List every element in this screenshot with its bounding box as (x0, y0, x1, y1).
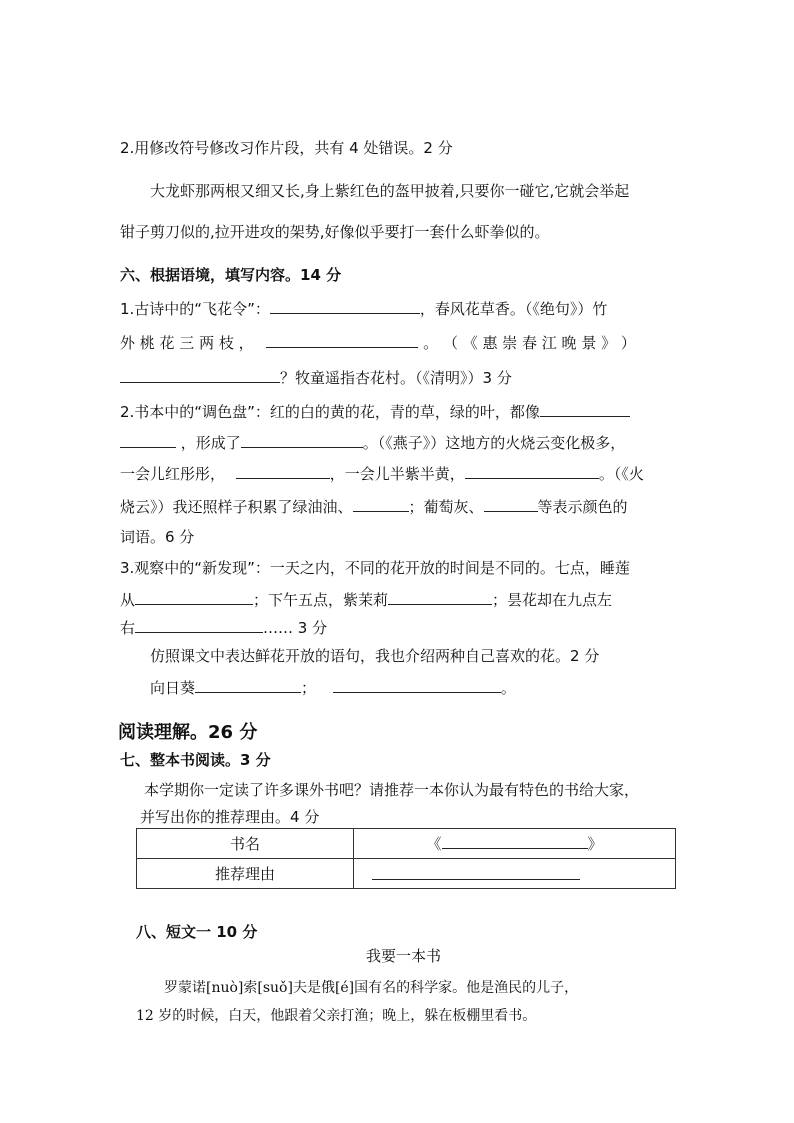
section-6-heading: 六、根据语境，填写内容。14 分 (120, 266, 342, 284)
question-2-title: 2.用修改符号修改习作片段，共有 4 处错误。2 分 (120, 139, 453, 157)
reading-heading: 阅读理解。26 分 (118, 722, 258, 743)
answer-blank[interactable] (333, 677, 501, 693)
reason-label: 推荐理由 (137, 859, 354, 889)
section-7-heading: 七、整本书阅读。3 分 (120, 751, 271, 769)
text: 1.古诗中的“飞花令”： (120, 300, 270, 318)
s6-q3-line1: 3.观察中的“新发现”：一天之内，不同的花开放的时间是不同的。七点，睡莲 (120, 559, 630, 577)
text: …… 3 分 (263, 619, 328, 637)
passage-line: 罗蒙诺[nuò]索[suǒ]夫是俄[é]国有名的科学家。他是渔民的儿子， (164, 980, 579, 996)
s7-prompt-line1: 本学期你一定读了许多课外书吧？请推荐一本你认为最有特色的书给大家， (144, 781, 640, 799)
book-name-cell[interactable] (354, 829, 676, 859)
paragraph-line: 钳子剪刀似的,拉开进攻的架势,好像似乎要打一套什么虾拳似的。 (120, 223, 550, 241)
passage-line: 12 岁的时候，白天，他跟着父亲打渔；晚上，躲在板棚里看书。 (136, 1008, 537, 1024)
s6-q3-line5 (150, 677, 516, 698)
answer-blank[interactable] (135, 589, 253, 605)
s6-q1-line2 (120, 332, 636, 353)
s6-q2-line5: 词语。6 分 (120, 528, 195, 546)
answer-blank[interactable] (388, 589, 492, 605)
answer-blank[interactable] (540, 401, 630, 417)
text: 。（《火 (598, 465, 644, 483)
s6-q2-line4 (120, 496, 628, 517)
text: 。 （ 《 惠 崇 春 江 晚 景 》 ） (423, 334, 636, 352)
s7-prompt-line2: 并写出你的推荐理由。4 分 (140, 808, 320, 826)
recommendation-table (136, 828, 676, 889)
text: ；昙花却在九点左 (492, 591, 613, 609)
text: ； (301, 679, 317, 697)
answer-blank[interactable] (120, 367, 280, 383)
section-8-heading: 八、短文一 10 分 (136, 923, 258, 941)
reason-cell[interactable] (354, 859, 676, 889)
text: ，春风花草香。（《绝句》）竹 (419, 300, 608, 318)
open-quote: 《 (426, 835, 442, 853)
book-name-label: 书名 (137, 829, 354, 859)
s6-q3-line4: 仿照课文中表达鲜花开放的语句，我也介绍两种自己喜欢的花。2 分 (150, 647, 600, 665)
paragraph-line: 大龙虾那两根又细又长,身上紫红色的盔甲披着,只要你一碰它,它就会举起 (150, 182, 630, 200)
text: 向日葵 (150, 679, 196, 697)
s6-q2-line1 (120, 401, 630, 422)
table-row (137, 829, 676, 859)
s6-q3-line2 (120, 589, 612, 610)
answer-blank[interactable] (195, 677, 301, 693)
text: ；下午五点，紫茉莉 (253, 591, 389, 609)
text: ，形成了 (180, 434, 241, 452)
text: ？牧童遥指杏花村。（《清明》）3 分 (280, 369, 512, 387)
close-quote: 》 (587, 835, 603, 853)
text: 等表示颜色的 (537, 498, 628, 516)
table-row (137, 859, 676, 889)
answer-blank[interactable] (266, 332, 418, 348)
answer-blank[interactable] (135, 617, 263, 633)
s6-q2-line2 (120, 432, 625, 453)
answer-blank[interactable] (465, 463, 599, 479)
text: 。（《燕子》）这地方的火烧云变化极多， (362, 434, 626, 452)
text: 从 (120, 591, 136, 609)
answer-blank[interactable] (484, 496, 538, 512)
s6-q1-line3 (120, 367, 512, 388)
s6-q2-line3 (120, 463, 644, 484)
answer-blank[interactable] (353, 496, 409, 512)
text: 2.书本中的“调色盘”：红的白的黄的花，青的草，绿的叶，都像 (120, 403, 540, 421)
text: 。 (500, 679, 516, 697)
answer-blank[interactable] (241, 432, 363, 448)
text: ；葡萄灰、 (408, 498, 484, 516)
answer-blank[interactable] (270, 298, 420, 314)
book-name-blank[interactable] (442, 833, 588, 849)
reason-blank[interactable] (372, 864, 580, 880)
text: 外 桃 花 三 两 枝 ， (120, 334, 254, 352)
text: 烧云》）我还照样子积累了绿油油、 (120, 498, 353, 516)
text: 一会儿红彤彤， (120, 465, 226, 483)
s6-q3-line3 (120, 617, 327, 638)
answer-blank[interactable] (236, 463, 330, 479)
answer-blank[interactable] (120, 432, 176, 448)
s6-q1-line1 (120, 298, 607, 319)
text: ，一会儿半紫半黄， (329, 465, 465, 483)
passage-title: 我要一本书 (366, 947, 442, 965)
text: 右 (120, 619, 136, 637)
